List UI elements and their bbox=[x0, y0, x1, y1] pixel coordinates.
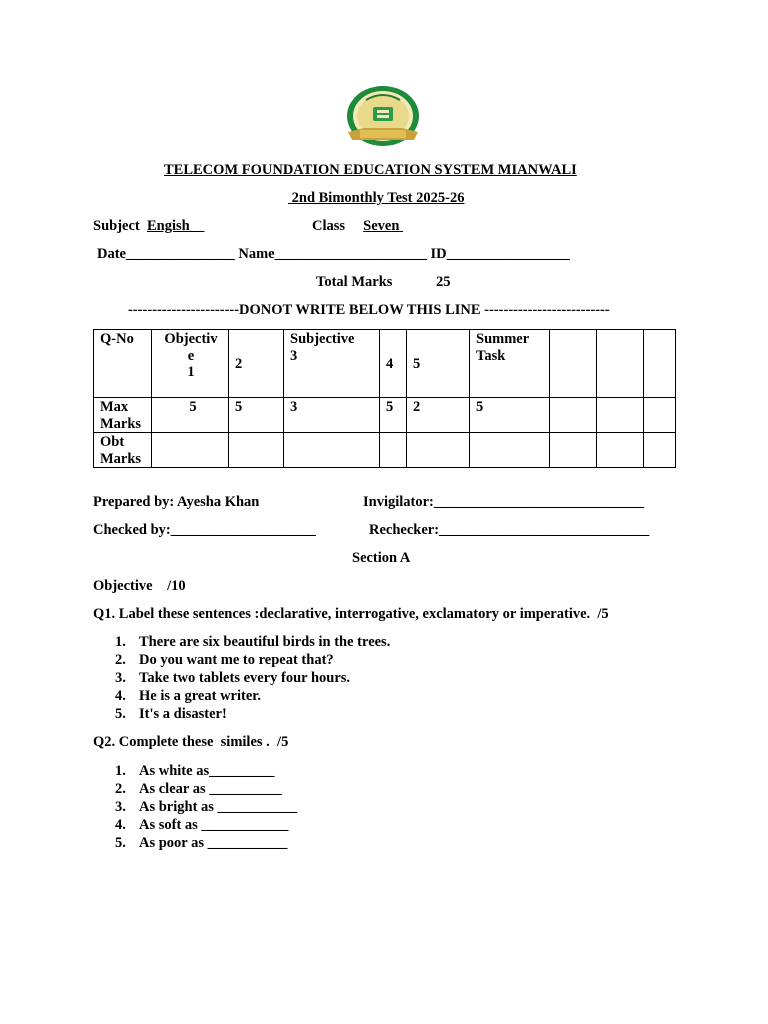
max-cell: 2 bbox=[407, 398, 470, 433]
subject-value: Engish__ bbox=[146, 218, 205, 234]
list-item: 3. Take two tablets every four hours. bbox=[115, 670, 351, 686]
rechecker-line: Rechecker:_____________________________ bbox=[369, 522, 650, 538]
school-name: TELECOM FOUNDATION EDUCATION SYSTEM MIANWALI bbox=[164, 162, 577, 178]
header-cell-empty-3 bbox=[644, 330, 676, 398]
list-item: 5. As poor as ___________ bbox=[115, 835, 288, 851]
list-item: 3. As bright as ___________ bbox=[115, 799, 298, 815]
list-item: 5. It's a disaster! bbox=[115, 706, 227, 722]
max-cell: 5 bbox=[152, 398, 229, 433]
table-row-max-marks bbox=[94, 398, 676, 433]
q2-prompt: Q2. Complete these similes . /5 bbox=[93, 734, 289, 750]
obt-cell bbox=[550, 433, 597, 468]
obt-cell bbox=[229, 433, 284, 468]
obt-marks-label: Obt Marks bbox=[94, 433, 152, 468]
prepared-by: Prepared by: Ayesha Khan bbox=[93, 494, 260, 510]
header-cell-subjective: Subjective 3 bbox=[284, 330, 380, 398]
header-cell-summer-task: Summer Task bbox=[470, 330, 550, 398]
header-cell-objective bbox=[152, 330, 229, 398]
header-cell-4: 4 bbox=[380, 330, 407, 398]
max-cell: 5 bbox=[229, 398, 284, 433]
list-item: 4. As soft as ____________ bbox=[115, 817, 289, 833]
list-item: 1. There are six beautiful birds in the trees. bbox=[115, 634, 391, 650]
header-cell-empty-2 bbox=[597, 330, 644, 398]
obt-cell bbox=[284, 433, 380, 468]
subject-row bbox=[93, 218, 204, 235]
max-cell bbox=[644, 398, 676, 433]
obt-cell bbox=[407, 433, 470, 468]
invigilator-line: Invigilator:_____________________________ bbox=[363, 494, 645, 510]
max-cell: 5 bbox=[470, 398, 550, 433]
divider-text: -----------------------DONOT WRITE BELOW THIS LINE -------------------------- bbox=[128, 302, 610, 318]
objective-heading: Objective /10 bbox=[93, 578, 186, 594]
max-cell bbox=[597, 398, 644, 433]
test-title-text: 2nd Bimonthly Test 2025-26 bbox=[291, 190, 465, 206]
date-label: Date bbox=[97, 246, 126, 262]
table-row-obt-marks bbox=[94, 433, 676, 468]
header-cell-2: 2 bbox=[229, 330, 284, 398]
date-name-id-row: Date_______________ Name_____________________ ID_________________ bbox=[97, 246, 570, 262]
max-cell: 5 bbox=[380, 398, 407, 433]
test-title bbox=[288, 190, 464, 207]
header-cell-5: 5 bbox=[407, 330, 470, 398]
max-cell: 3 bbox=[284, 398, 380, 433]
list-item: 2. As clear as __________ bbox=[115, 781, 282, 797]
name-label: Name bbox=[238, 246, 275, 262]
school-logo bbox=[344, 86, 422, 150]
section-title: Section A bbox=[352, 550, 411, 566]
list-item: 1. As white as_________ bbox=[115, 763, 275, 779]
obt-cell bbox=[470, 433, 550, 468]
q1-prompt: Q1. Label these sentences :declarative, interrogative, exclamatory or imperative. /5 bbox=[93, 606, 609, 622]
subject-label: Subject bbox=[93, 218, 140, 234]
obt-cell bbox=[597, 433, 644, 468]
table-header-row bbox=[94, 330, 676, 398]
total-marks-value: 25 bbox=[436, 274, 451, 290]
header-cell-qno: Q-No bbox=[94, 330, 152, 398]
class-row bbox=[312, 218, 403, 235]
max-marks-label: Max Marks bbox=[94, 398, 152, 433]
checked-by-line: Checked by:____________________ bbox=[93, 522, 316, 538]
id-label: ID bbox=[430, 246, 447, 262]
list-item: 2. Do you want me to repeat that? bbox=[115, 652, 334, 668]
max-cell bbox=[550, 398, 597, 433]
obt-cell bbox=[644, 433, 676, 468]
q1-list bbox=[93, 633, 390, 723]
marks-table bbox=[93, 329, 676, 468]
total-marks-label: Total Marks bbox=[316, 274, 393, 290]
objective-num: 1 bbox=[187, 364, 195, 380]
class-label: Class bbox=[312, 218, 346, 234]
obt-cell bbox=[380, 433, 407, 468]
obt-cell bbox=[152, 433, 229, 468]
header-cell-empty-1 bbox=[550, 330, 597, 398]
objective-line1: Objectiv e bbox=[164, 331, 218, 364]
list-item: 4. He is a great writer. bbox=[115, 688, 262, 704]
class-value: Seven bbox=[363, 218, 400, 234]
q2-list bbox=[93, 762, 297, 852]
